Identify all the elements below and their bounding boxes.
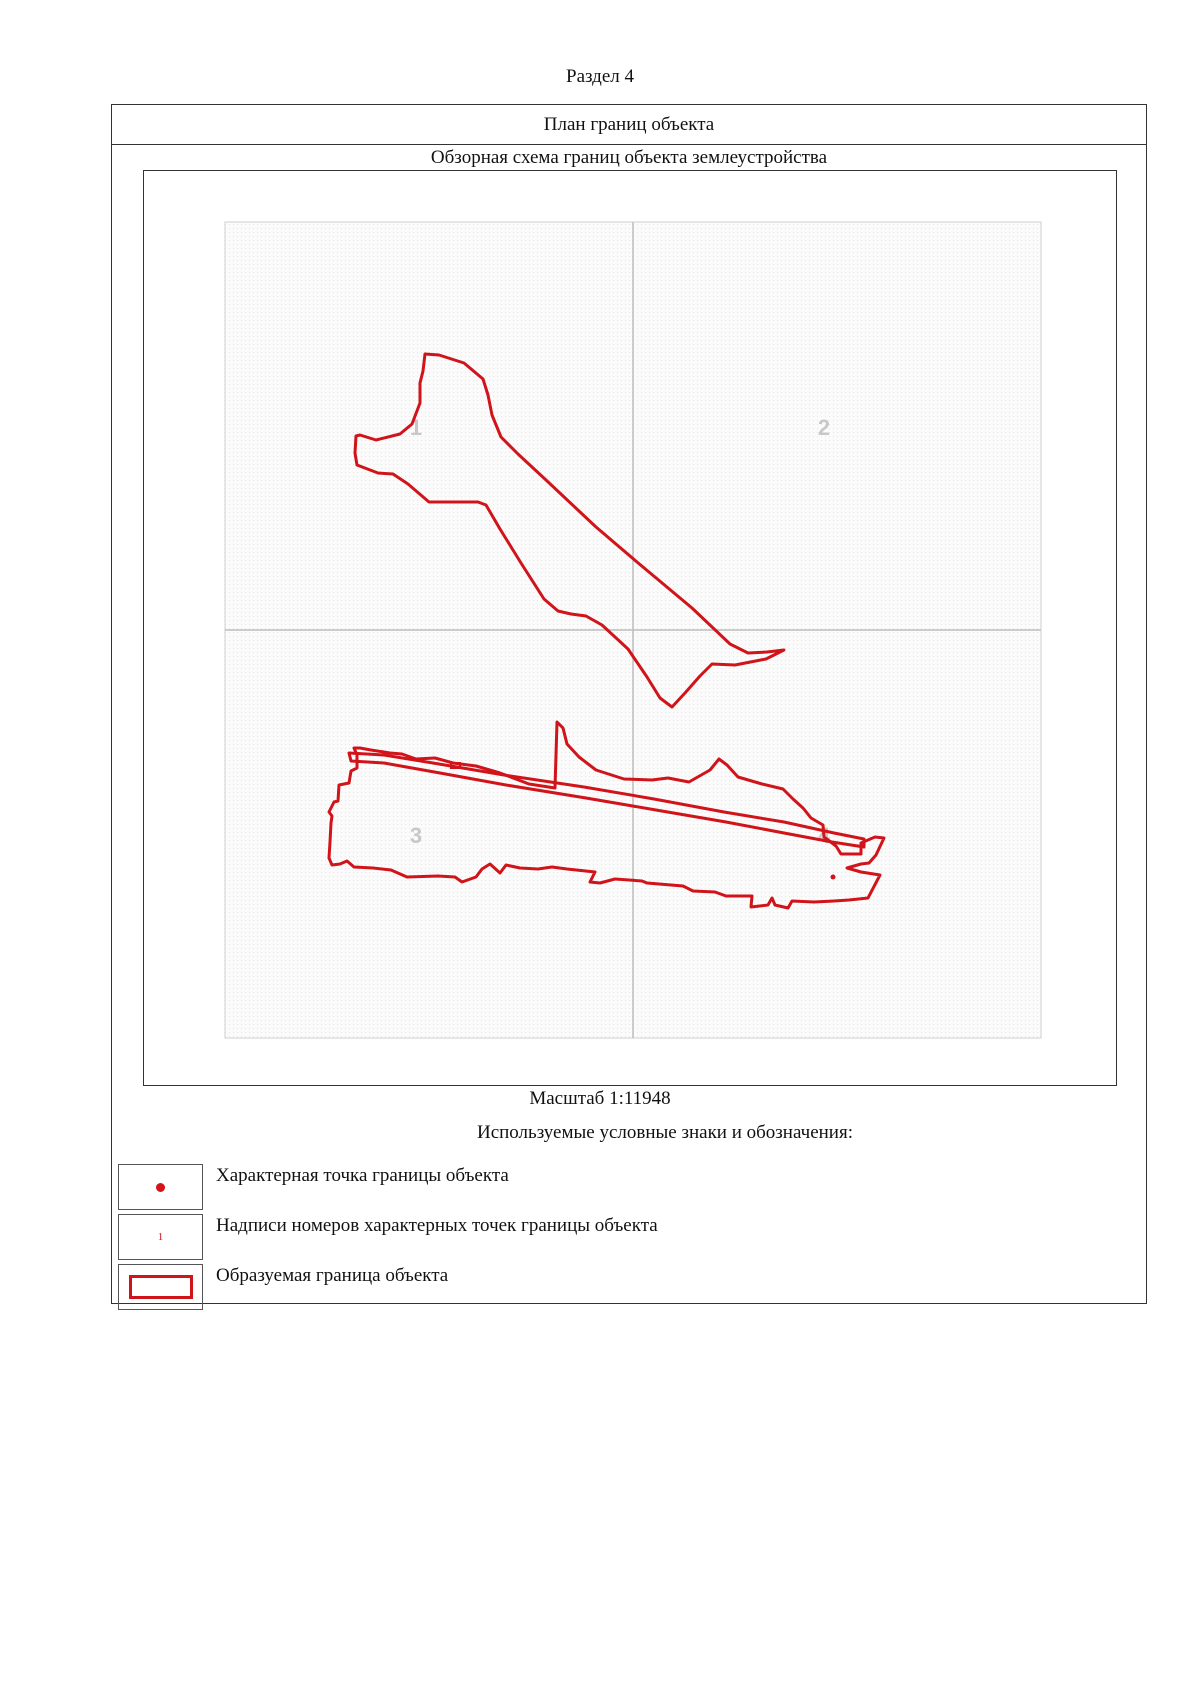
sheet-label-2: 2 bbox=[817, 415, 831, 440]
legend-title: Используемые условные знаки и обозначения: bbox=[476, 1122, 853, 1143]
section-title: Раздел 4 bbox=[566, 66, 634, 87]
map-scale: Масштаб 1:11948 bbox=[529, 1088, 671, 1109]
legend-text-boundary: Образуемая граница объекта bbox=[216, 1265, 449, 1286]
legend-symbol-point bbox=[118, 1164, 203, 1210]
red-dot-icon bbox=[156, 1183, 165, 1192]
sheet-label-3: 3 bbox=[409, 823, 423, 848]
scheme-title: Обзорная схема границ объекта землеустройства bbox=[430, 147, 828, 168]
map-frame[interactable] bbox=[143, 170, 1117, 1086]
sheet-label-4: 4 bbox=[817, 823, 831, 848]
legend-text-number: Надписи номеров характерных точек границы объекта bbox=[216, 1215, 658, 1236]
header-row: План границ объекта bbox=[112, 105, 1146, 145]
sheet-label-1: 1 bbox=[409, 415, 423, 440]
map-svg bbox=[144, 171, 1118, 1087]
red-rectangle-icon bbox=[129, 1275, 193, 1299]
boundary-point-marker bbox=[831, 875, 836, 880]
legend-text-point: Характерная точка границы объекта bbox=[216, 1165, 509, 1186]
legend-symbol-boundary bbox=[118, 1264, 203, 1310]
number-label-icon: 1 bbox=[157, 1231, 164, 1243]
legend-symbol-number bbox=[118, 1214, 203, 1260]
